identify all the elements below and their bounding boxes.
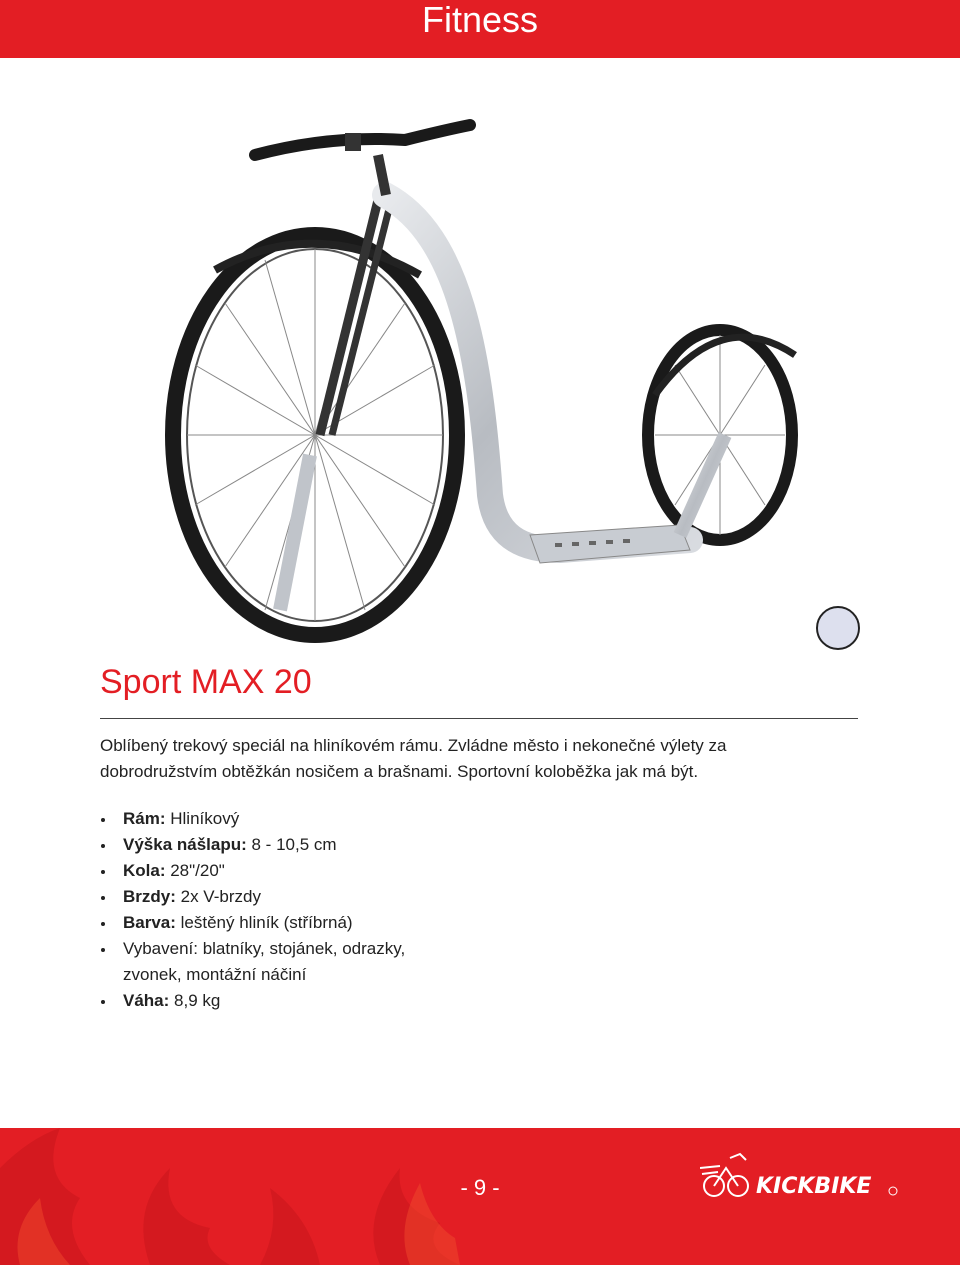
spec-label: Barva: <box>123 913 176 932</box>
spec-label: Rám: <box>123 809 166 828</box>
spec-value: 2x V-brzdy <box>175 887 261 906</box>
spec-item <box>100 832 700 858</box>
spec-value: 8,9 kg <box>169 991 221 1010</box>
color-swatch <box>816 606 860 650</box>
spec-item <box>100 858 700 884</box>
spec-item <box>100 936 423 988</box>
spec-item <box>100 910 700 936</box>
kickbike-photo <box>160 95 820 645</box>
spec-label: Kola: <box>123 861 166 880</box>
spec-value: 8 - 10,5 cm <box>246 835 337 854</box>
spec-value: 28"/20" <box>165 861 225 880</box>
product-description: Oblíbený trekový speciál na hliníkovém rámu. Zvládne město i nekonečné výlety za dobrodružstvím obtěžkán nosičem a brašnami. Sportovní koloběžka jak má být. <box>100 736 727 781</box>
product-title: Sport MAX 20 <box>100 663 312 701</box>
spec-item <box>100 884 700 910</box>
page-number: - 9 - <box>460 1175 500 1200</box>
spec-list <box>100 806 700 1014</box>
page-header <box>0 0 960 58</box>
spec-item <box>100 806 700 832</box>
logo-text: KICKBIKE <box>756 1174 872 1199</box>
kickbike-logo <box>700 1148 900 1208</box>
spec-item <box>100 988 700 1014</box>
page-footer <box>0 1128 960 1265</box>
spec-value: leštěný hliník (stříbrná) <box>175 913 353 932</box>
section-title: Fitness <box>421 0 539 40</box>
spec-value: Vybavení: blatníky, stojánek, odrazky, zvonek, montážní náčiní <box>123 939 406 984</box>
spec-value: Hliníkový <box>165 809 240 828</box>
spec-label: Brzdy: <box>123 887 176 906</box>
spec-label: Váha: <box>123 991 170 1010</box>
title-divider <box>100 718 858 719</box>
spec-label: Výška nášlapu: <box>123 835 247 854</box>
